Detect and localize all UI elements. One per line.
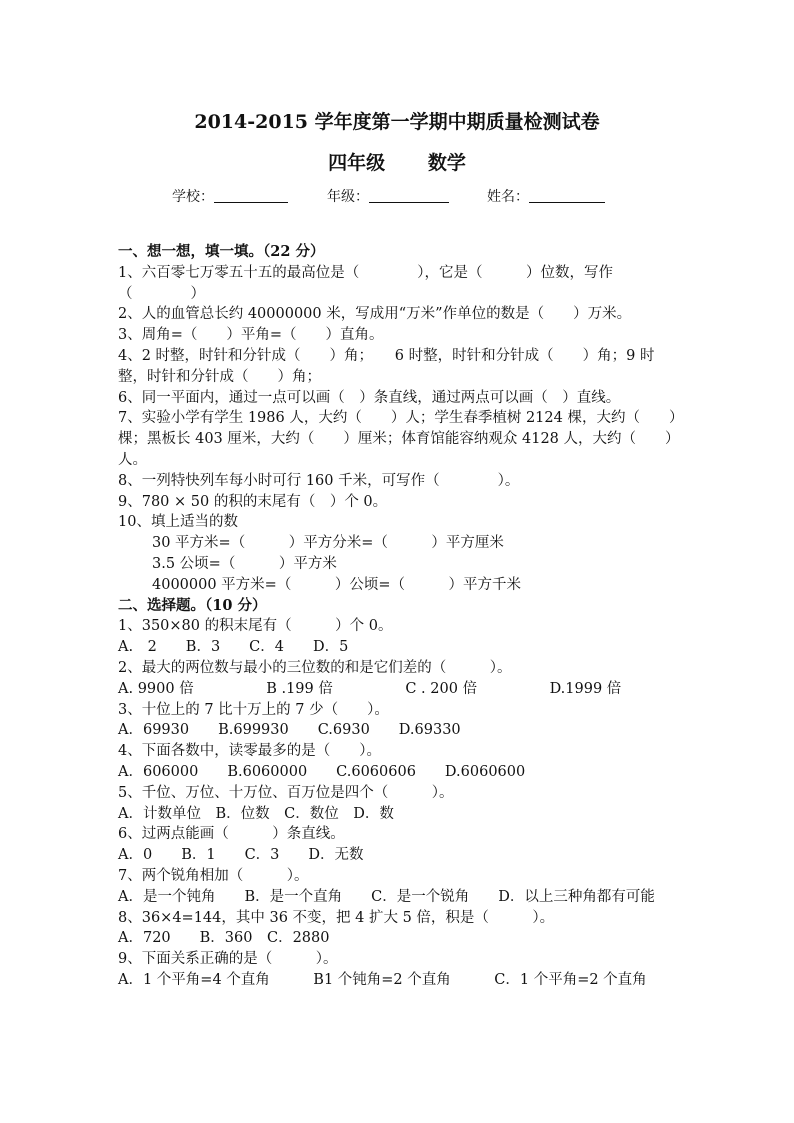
question-2-2: 2、最大的两位数与最小的三位数的和是它们差的（ ）。: [118, 659, 512, 676]
name-blank[interactable]: [529, 188, 605, 203]
question-2-1: 1、350×80 的积末尾有（ ）个 0。: [118, 618, 393, 635]
question-1-10-b: 3.5 公顷=（ ）平方米: [152, 555, 337, 572]
question-2-2-options: A. 9900 倍 B .199 倍 C . 200 倍 D.1999 倍: [118, 680, 622, 697]
grade-subject-heading: [0, 148, 794, 175]
exam-content: [118, 242, 678, 991]
question-1-7: 7、实验小学有学生 1986 人，大约（ ）人；学生春季植树 2124 棵，大约（ ）棵；黑板长 403 厘米，大约（ ）厘米；体育馆能容纳观众 4128 人，大约（ ）人。: [118, 410, 677, 468]
section2-heading: 二、选择题。（10 分）: [118, 596, 267, 614]
exam-title: 2014-2015 学年度第一学期中期质量检测试卷: [194, 111, 600, 133]
question-1-1: 1、六百零七万零五十五的最高位是（ ），它是（ ）位数，写作（ ）: [118, 264, 613, 302]
school-label: 学校：: [172, 189, 214, 205]
question-1-10-c: 4000000 平方米=（ ）公顷=（ ）平方千米: [152, 576, 521, 593]
school-field[interactable]: [172, 186, 288, 206]
question-1-9: 9、780 × 50 的积的末尾有（ ）个 0。: [118, 493, 388, 510]
name-field[interactable]: [487, 186, 605, 206]
subject-text: 数学: [427, 152, 466, 174]
section1-heading: 一、想一想，填一填。（22 分）: [118, 243, 325, 260]
question-2-9-options: A．1 个平角=4 个直角 B1 个钝角=2 个直角 C．1 个平角=2 个直角: [118, 971, 647, 988]
question-2-6-options: A．0 B．1 C．3 D．无数: [118, 847, 364, 864]
question-2-4-options: A．606000 B.6060000 C.6060606 D.6060600: [118, 763, 526, 780]
grade-blank[interactable]: [369, 188, 449, 203]
question-2-6: 6、过两点能画（ ）条直线。: [118, 826, 345, 843]
question-2-3-options: A．69930 B.699930 C.6930 D.69330: [118, 722, 461, 739]
question-1-6: 6、同一平面内，通过一点可以画（ ）条直线，通过两点可以画（ ）直线。: [118, 389, 621, 406]
question-1-10: 10、填上适当的数: [118, 514, 238, 531]
question-2-7: 7、两个锐角相加（ ）。: [118, 867, 309, 884]
grade-label: 年级：: [327, 189, 369, 205]
question-2-3: 3、十位上的 7 比十万上的 7 少（ ）。: [118, 701, 389, 718]
school-blank[interactable]: [214, 188, 288, 203]
question-2-1-options: A. 2 B．3 C．4 D．5: [118, 639, 349, 656]
question-2-8-options: A．720 B．360 C．2880: [118, 930, 330, 947]
question-1-4: 4、2 时整，时针和分针成（ ）角； 6 时整，时针和分针成（ ）角；9 时整，时针和分针成（ ）角；: [118, 347, 655, 385]
question-2-4: 4、下面各数中，读零最多的是（ ）。: [118, 743, 381, 760]
question-2-8: 8、36×4=144，其中 36 不变，把 4 扩大 5 倍，积是（ ）。: [118, 909, 555, 926]
question-2-5-options: A．计数单位 B．位数 C．数位 D．数: [118, 805, 394, 822]
question-1-8: 8、一列特快列车每小时可行 160 千米，可写作（ ）。: [118, 472, 520, 489]
grade-field[interactable]: [327, 186, 449, 206]
question-1-10-a: 30 平方米=（ ）平方分米=（ ）平方厘米: [152, 535, 504, 552]
name-label: 姓名：: [487, 189, 529, 205]
question-1-2: 2、人的血管总长约 40000000 米，写成用“万米”作单位的数是（ ）万米。: [118, 306, 632, 323]
grade-text: 四年级: [328, 152, 386, 174]
question-1-3: 3、周角=（ ）平角=（ ）直角。: [118, 327, 384, 344]
question-2-9: 9、下面关系正确的是（ ）。: [118, 951, 338, 968]
question-2-7-options: A．是一个钝角 B．是一个直角 C．是一个锐角 D．以上三种角都有可能: [118, 888, 655, 905]
question-2-5: 5、千位、万位、十万位、百万位是四个（ ）。: [118, 784, 454, 801]
